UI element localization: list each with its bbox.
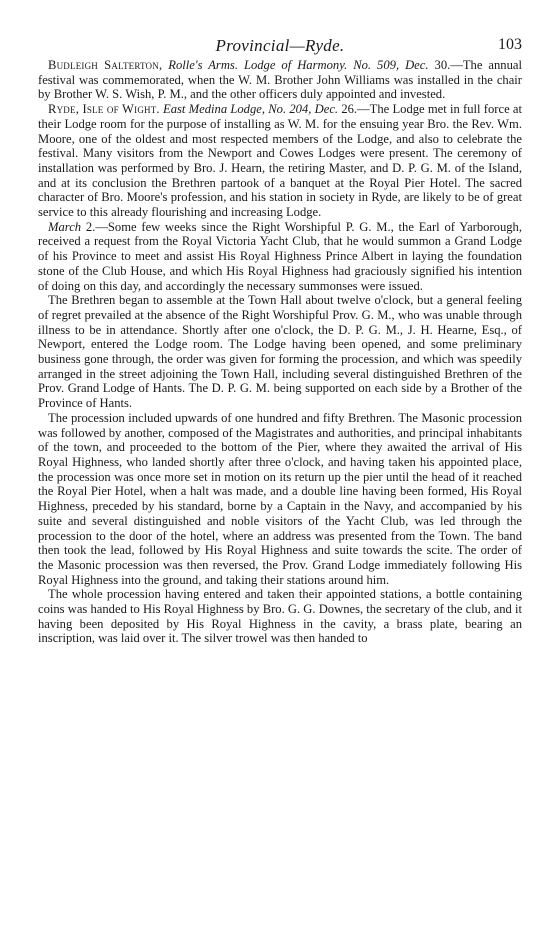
paragraph-march-2 (38, 220, 522, 294)
page-number: 103 (498, 36, 522, 53)
paragraph-text: The procession included upwards of one hundred and fifty Brethren. The Masonic procession was followed by another, composed of the Magistrates and authorities, and principal inhabitants of the town, and proceeded to the bottom of the Pier, where they awaited the arrival of His Royal Highness, who landed shortly after three o'clock, and having taken his appointed place, the procession was once more set in motion on its return up the pier until the head of it reached the Royal Pier Hotel, when a halt was made, and a double line having been formed, His Royal Highness, preceded by his standard, borne by a Captain in the Navy, and accompanied by his suite and several distinguished and noble visitors of the Yacht Club, was led through the procession to the door of the hotel, where an address was presented from the Town. The band then took the lead, followed by His Royal Highness and suite towards the scite. The order of the Masonic procession was then reversed, the Prov. Grand Lodge immediately following His Royal Highness into the ground, and taking their stations around him. (38, 410, 522, 587)
page-header (38, 28, 522, 58)
paragraph-foundation-stone (38, 587, 522, 646)
paragraph-budleigh-salterton (38, 58, 522, 102)
body-text (38, 58, 522, 646)
paragraph-ryde-east-medina (38, 102, 522, 220)
paragraph-text: 30.—The annual festival was commemorated, when the W. M. Brother John Williams was installed in the chair by Brother W. S. Wish, P. M., and the other officers duly appointed and invested. (38, 58, 522, 102)
paragraph-brethren-assemble (38, 293, 522, 411)
place-name: Budleigh Salterton, (48, 58, 163, 72)
paragraph-text: 2.—Some few weeks since the Right Worshipful P. G. M., the Earl of Yarborough, received a request from the Royal Victoria Yacht Club, that he would summon a Grand Lodge of his Province to meet and assist His Royal Highness Prince Albert in laying the foundation stone of the Club House, and which His Royal Highness had graciously signified his intention of doing on this day, and accordingly the necessary summonses were issued. (38, 219, 522, 293)
paragraph-text: The whole procession having entered and taken their appointed stations, a bottle containing coins was handed to His Royal Highness by Bro. G. G. Downes, the secretary of the club, and it having been deposited by His Royal Highness in the cavity, a brass plate, bearing an inscription, was laid over it. The silver trowel was then handed to (38, 587, 522, 646)
paragraph-text: 26.—The Lodge met in full force at their Lodge room for the purpose of installing as W. M. for the ensuing year Bro. the Rev. Wm. Moore, one of the oldest and most respected members of the Lodge, and also to celebrate the festival. Many visitors from the Newport and Cowes Lodges were present. The ceremony of installation was performed by Bro. J. Hearn, the retiring Master, and D. P. G. M. of the Island, and at its conclusion the Brethren partook of a banquet at the Royal Pier Hotel. The sacred character of Bro. Moore's profession, and his station in society in Ryde, are likely to be of great service to this already flourishing and increasing Lodge. (38, 102, 522, 220)
paragraph-procession (38, 411, 522, 587)
running-title: Provincial—Ryde. (215, 36, 345, 55)
lodge-name: Rolle's Arms. Lodge of Harmony. No. 509, Dec. (168, 58, 429, 72)
date-lead: March (48, 219, 82, 234)
paragraph-text: The Brethren began to assemble at the Town Hall about twelve o'clock, but a general feeling of regret prevailed at the absence of the Right Worshipful Prov. G. M., who was unable through illness to be in attendance. Shortly after one o'clock, the D. P. G. M., J. H. Hearne, Esq., of Newport, entered the Lodge room. The Lodge having been opened, and some preliminary business gone through, the order was given for forming the procession, and which was speedily arranged in the street adjoining the Town Hall, including several distinguished Brethren of the Prov. Grand Lodge of Hants. The D. P. G. M. being supported on each side by a Brother of the Province of Hants. (38, 293, 522, 411)
place-name: Ryde, Isle of Wight. (48, 102, 160, 117)
lodge-name: East Medina Lodge, No. 204, Dec. (163, 102, 339, 117)
